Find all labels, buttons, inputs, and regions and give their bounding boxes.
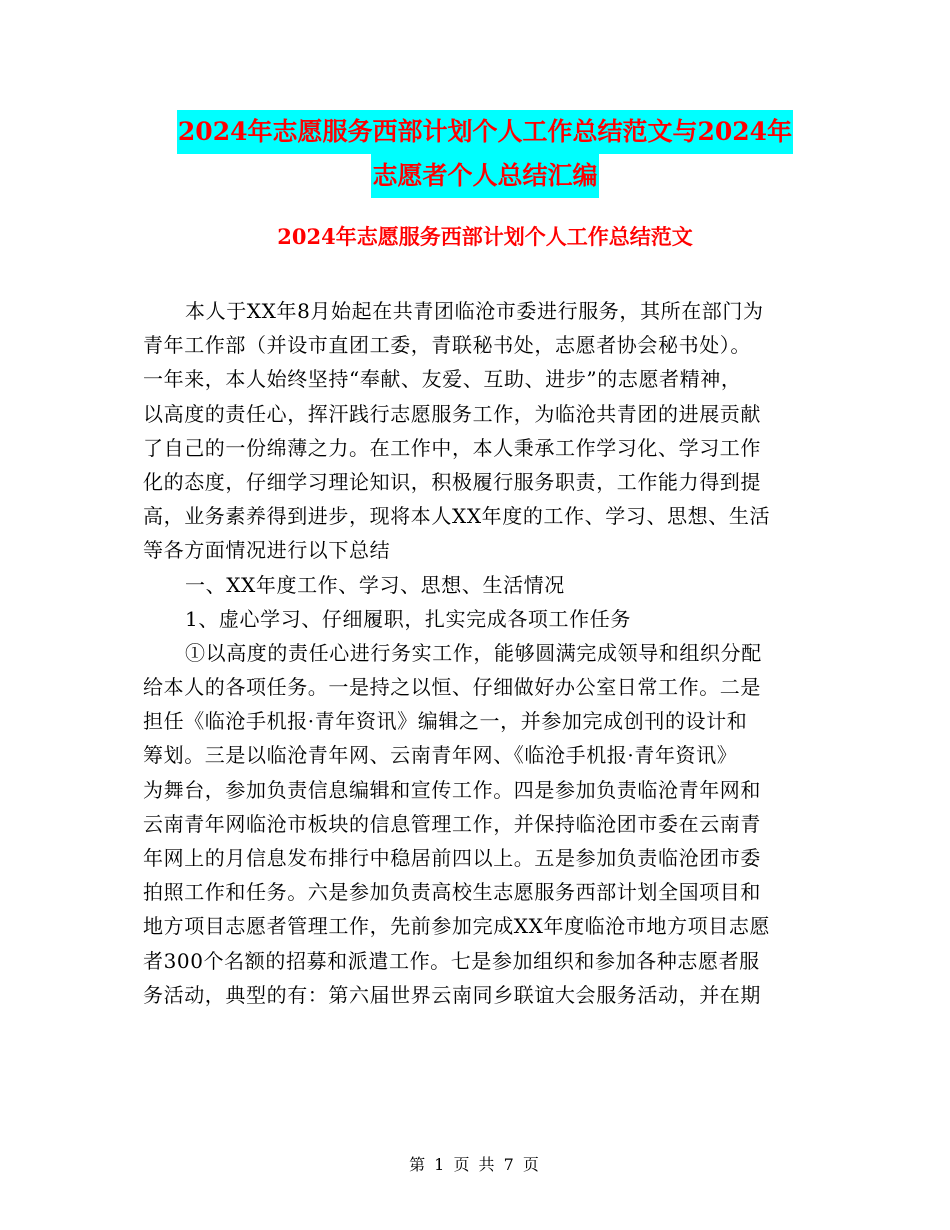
body-line: ①以高度的责任心进行务实工作，能够圆满完成领导和组织分配 <box>185 640 762 665</box>
body-line: 担任《临沧手机报·青年资讯》编辑之一，并参加完成创刊的设计和 <box>143 709 748 734</box>
section-heading: 2024年志愿服务西部计划个人工作总结范文 <box>277 224 693 249</box>
body-line: 了自己的一份绵薄之力。在工作中，本人秉承工作学习化、学习工作 <box>143 435 761 460</box>
body-line: 青年工作部（并设市直团工委，青联秘书处，志愿者协会秘书处）。 <box>143 333 751 358</box>
body-line: 等各方面情况进行以下总结 <box>143 538 391 563</box>
body-line: 1、虚心学习、仔细履职，扎实完成各项工作任务 <box>185 606 631 631</box>
body-line: 给本人的各项任务。一是持之以恒、仔细做好办公室日常工作。二是 <box>143 675 761 700</box>
body-line: 本人于XX年8月始起在共青团临沧市委进行服务，其所在部门为 <box>185 299 764 323</box>
body-line: 高，业务素养得到进步，现将本人XX年度的工作、学习、思想、生活 <box>143 504 771 529</box>
body-line: 者300个名额的招募和派遣工作。七是参加组织和参加各种志愿者服 <box>143 948 760 973</box>
body-line: 拍照工作和任务。六是参加负责高校生志愿服务西部计划全国项目和 <box>143 880 761 905</box>
body-line: 筹划。三是以临沧青年网、云南青年网、《临沧手机报·青年资讯》 <box>143 743 738 768</box>
title-line-1: 2024年志愿服务西部计划个人工作总结范文与2024年 <box>177 110 793 154</box>
page-footer: 第 1 页 共 7 页 <box>409 1155 541 1174</box>
body-line: 云南青年网临沧市板块的信息管理工作，并保持临沧团市委在云南青 <box>143 811 761 836</box>
title-line-2: 志愿者个人总结汇编 <box>371 154 598 198</box>
body-line: 以高度的责任心，挥汗践行志愿服务工作，为临沧共青团的进展贡献 <box>143 401 761 426</box>
body-line: 一、XX年度工作、学习、思想、生活情况 <box>185 572 565 597</box>
body-line: 务活动，典型的有：第六届世界云南同乡联谊大会服务活动，并在期 <box>143 982 761 1007</box>
body-text <box>143 294 807 1012</box>
body-line: 一年来，本人始终坚持“奉献、友爱、互助、进步”的志愿者精神， <box>143 367 742 392</box>
body-line: 地方项目志愿者管理工作，先前参加完成XX年度临沧市地方项目志愿 <box>143 914 771 939</box>
document-title <box>140 110 830 198</box>
body-line: 为舞台，参加负责信息编辑和宣传工作。四是参加负责临沧青年网和 <box>143 777 761 802</box>
body-line: 化的态度，仔细学习理论知识，积极履行服务职责，工作能力得到提 <box>143 469 761 494</box>
body-line: 年网上的月信息发布排行中稳居前四以上。五是参加负责临沧团市委 <box>143 846 761 870</box>
